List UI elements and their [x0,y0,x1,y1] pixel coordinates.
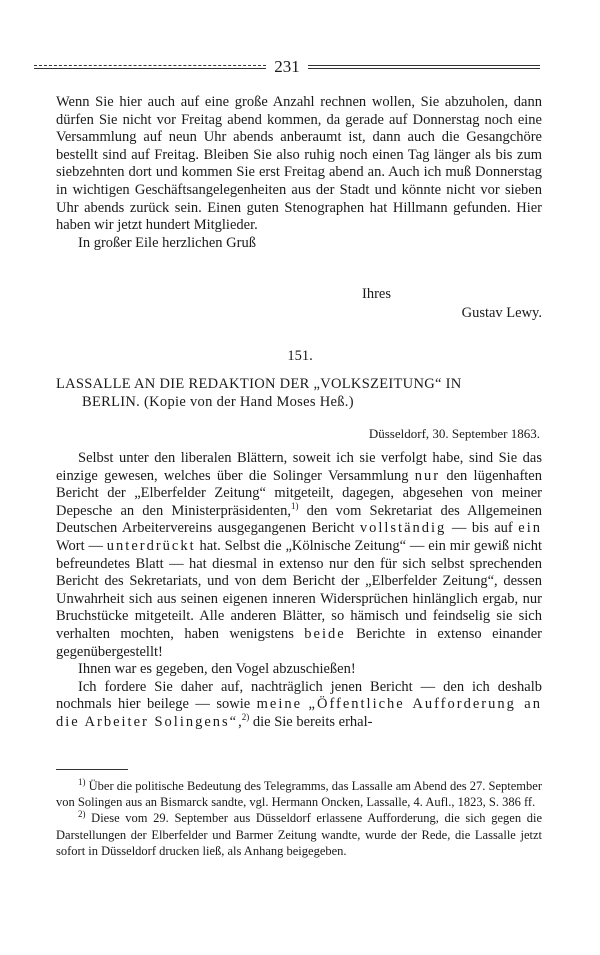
footnotes [56,778,542,859]
dateline: Düsseldorf, 30. September 1863. [368,426,540,441]
previous-letter-body [56,94,542,252]
text-run: den lügenhaften Bericht der „Elberfelder Zeitung“ mitgeteilt, dagegen, abgesehen von meiner Depesche an den Ministerpräsidenten, [56,467,542,519]
heading-line: LASSALLE AN DIE REDAKTION DER „VOLKSZEITUNG“ IN [56,376,462,392]
footnote-text: Über die politische Bedeutung des Telegramms, das Lassalle am Abend des 27. September von Solingen aus an Bismarck sandte, vgl. Hermann Oncken, Lassalle, 4. Aufl., 1823, S. 386 ff. [56,779,542,810]
text-run: Selbst unter den liberalen Blättern, soweit ich sie verfolgt habe, sind Sie das einzige gewesen, welches über die Solinger Versammlung [56,450,542,484]
text-run: Berichte in extenso einander gegenübergestellt! [56,625,542,660]
emphasis: unterdrückt [106,537,196,554]
footnote [56,810,542,859]
footnote-ref: 2) [241,712,250,723]
text-run: — bis auf [446,520,519,537]
emphasis: nur [414,467,441,484]
footnote-marker: 2) [78,809,86,820]
text-run: Ich fordere Sie daher auf, nachträglich jenen Bericht — den ich deshalb nochmals hier beilege — sowie [56,678,542,713]
header-rule-right [308,65,540,69]
header-rule-left [34,65,266,69]
text-run: , [238,713,242,730]
emphasis: ein [518,520,542,537]
text-run: die Sie bereits erhal- [249,713,373,730]
footnote-ref: 1) [290,500,299,511]
emphasis: vollständig [359,520,447,537]
letter-number: 151. [287,348,313,364]
text-run: Wort — [56,537,107,554]
footnote [56,778,542,810]
page-number: 231 [274,57,300,76]
emphasis: „Öffentliche Aufforderung an die Arbeiter Solingens“ [56,696,542,730]
text-run: hat. Selbst die „Kölnische Zeitung“ — ein mir gewiß nicht befreundetes Blatt — hat diesmal in extenso nur den für sich selbst sprechenden Bericht des Sekretariats, und von dem Bericht der „Elberfelder Zeitung“, dessen Unwahrheit sich aus seinen eigenen inneren Widersprüchen hinlänglich ergab, nur Bruchstücke mitgeteilt. Alle anderen Blätter, so hämisch und feindselig sie sich verhalten mochten, haben wenigstens [56,537,542,642]
paragraph: Wenn Sie hier auch auf eine große Anzahl rechnen wollen, Sie abzuholen, dann dürfen Sie nicht vor Freitag abend kommen, da gerade auf Donnerstag noch eine Versammlung auf neun Uhr abends anberaumt ist, dann auch die Gesangchöre bestellt sind auf Freitag. Bleiben Sie also ruhig noch einen Tag länger als bis zum siebzehnten dort und kommen Sie erst Freitag abend an. Auch ich muß Donnerstag in wichtigen Geschäftsangelegenheiten aus der Stadt und könnte nicht vor sieben Uhr abends zurück sein. Einen guten Stenographen hat Hillmann gefunden. Hier haben wir jetzt hundert Mitglieder. [56,94,542,234]
footnote-rule [56,769,128,770]
paragraph: In großer Eile herzlichen Gruß [78,234,256,251]
letter-heading [56,375,542,411]
closing: Ihres [362,286,391,302]
emphasis: beide [304,625,346,642]
paragraph [56,450,542,661]
letter-body [56,450,542,732]
emphasis: meine [256,696,303,713]
footnote-marker: 1) [78,776,86,787]
heading-line: BERLIN. (Kopie von der Hand Moses Heß.) [82,394,354,410]
paragraph: Ihnen war es gegeben, den Vogel abzuschießen! [78,661,356,678]
footnote-text: Diese vom 29. September aus Düsseldorf erlassene Aufforderung, die sich gegen die Darstellungen der Elberfelder und Barmer Zeitung wandte, wurde der Rede, die Lassalle jetzt sofort in Düsseldorf drucken ließ, als Anhang beigegeben. [56,811,542,858]
running-header [34,56,540,78]
text-run: den vom Sekretariat des Allgemeinen Deutschen Arbeitervereins ausgegangenen Bericht [56,502,543,537]
paragraph [56,679,542,732]
signature: Gustav Lewy. [461,305,542,321]
